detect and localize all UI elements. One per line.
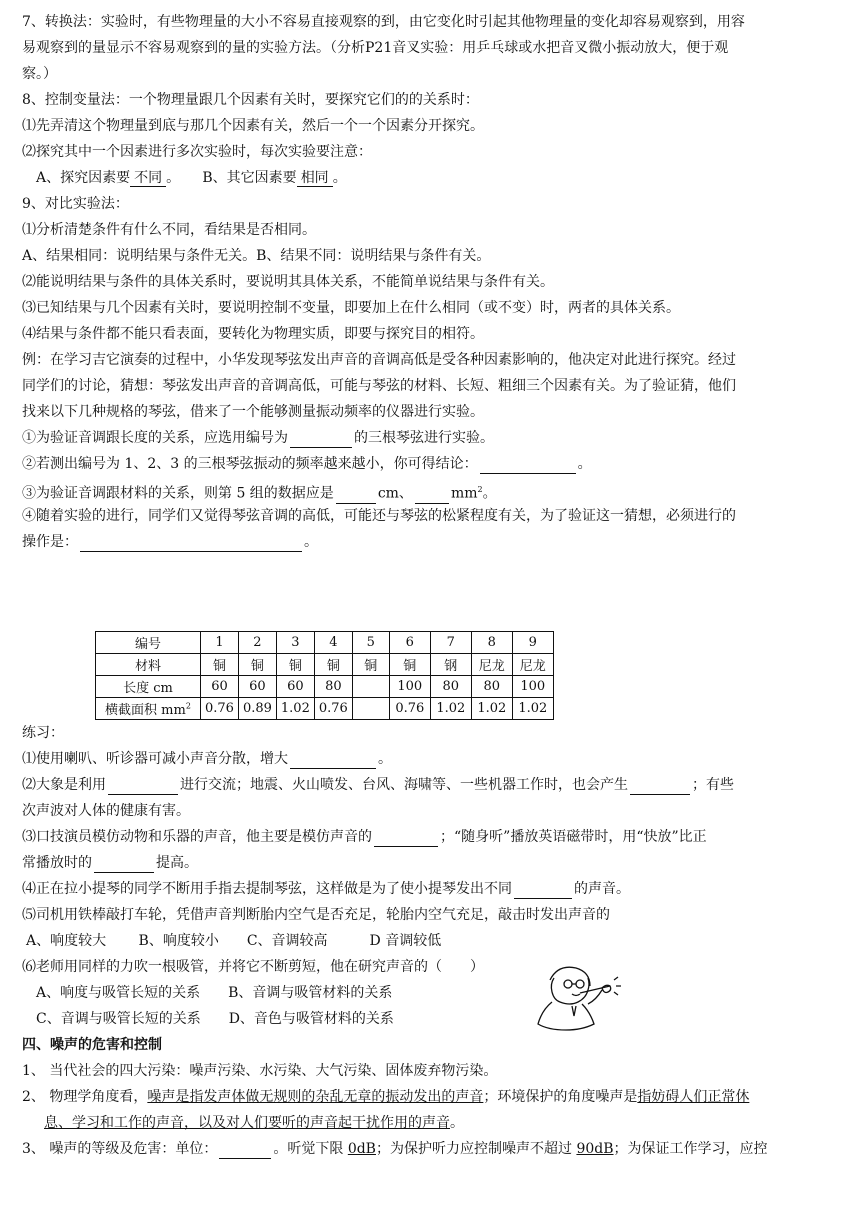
text-line: 例：在学习吉它演奏的过程中，小华发现琴弦发出声音的音调高低是受各种因素影响的，他决定对此进行探究。经过 [22,352,736,368]
answer-blank[interactable] [80,536,302,552]
area-label: 横截面积 $mm^2$ [96,698,201,720]
text-line: ⑶已知结果与几个因素有关时，要说明控制不变量，即要加上在什么相同（或不变）时，两者的具体关系。 [22,300,680,316]
text-line: 8、控制变量法：一个物理量跟几个因素有关时，要探究它们的的关系时： [22,92,479,108]
answer-blank[interactable] [108,779,178,795]
text-line: A、结果相同：说明结果与条件无关。B、结果不同：说明结果与条件有关。 [22,248,491,264]
man-blowing-straw-icon [532,960,632,1036]
answer-blank[interactable] [336,488,376,504]
question-line: 3、 噪声的等级及危害：单位： 。听觉下限 0dB；为保护听力应控制噪声不超过 90dB；为保证工作学习，应控 [22,1141,768,1157]
table-row: 长度 cm 60 60 60 80 100 80 80 100 [96,676,554,698]
text-line: ⑴先弄清这个物理量到底与那几个因素有关，然后一个一个因素分开探究。 [22,118,484,134]
text-line: 找来以下几种规格的琴弦，借来了一个能够测量振动频率的仪器进行实验。 [22,404,484,420]
question-line: ①为验证音调跟长度的关系，应选用编号为 的三根琴弦进行实验。 [22,430,494,446]
text-line: 9、对比实验法： [22,196,129,212]
text-line: 易观察到的量显示不容易观察到的量的实验方法。（分析P21音叉实验：用乒乓球或水把音叉微小振动放大，便于观 [22,40,729,56]
question-line: ③为验证音调跟材料的关系，则第 5 组的数据应是 cm、 $mm^2$。 [22,485,497,502]
answer-blank[interactable] [630,779,690,795]
text-line: ⑸司机用铁棒敲打车轮，凭借声音判断胎内空气是否充足，轮胎内空气充足，敲击时发出声音的 [22,907,610,923]
text-line: 2、 物理学角度看，噪声是指发声体做无规则的杂乱无章的振动发出的声音；环境保护的角度噪声是指妨碍人们正常休 [22,1089,750,1105]
string-spec-table [95,631,554,720]
answer-blank[interactable] [514,883,572,899]
text-line: ⑷结果与条件都不能只看表面，要转化为物理实质，即要与探究目的相符。 [22,326,484,342]
text-line: 同学们的讨论，猜想：琴弦发出声音的音调高低，可能与琴弦的材料、长短、粗细三个因素有关。为了验证猜，他们 [22,378,736,394]
question-line: ②若测出编号为 1、2、3 的三根琴弦振动的频率越来越小，你可得结论： 。 [22,456,592,472]
text-line: ⑵探究其中一个因素进行多次实验时，每次实验要注意： [22,144,372,160]
question-line: 操作是： 。 [22,534,318,550]
answer-fill: 不同 [130,170,166,187]
section-label: 练习： [22,725,64,741]
question-line: ⑵大象是利用 进行交流；地震、火山喷发、台风、海啸等、一些机器工作时，也会产生 ；有些 [22,777,734,793]
section-heading: 四、噪声的危害和控制 [22,1037,162,1053]
question-line: ⑴使用喇叭、听诊器可减小声音分散，增大 。 [22,751,392,767]
question-line: 常播放时的 提高。 [22,855,198,871]
option-line: A、响度较大 B、响度较小 C、音调较高 D 音调较低 [26,933,442,949]
text-line: ⑹老师用同样的力吹一根吸管，并将它不断剪短，他在研究声音的（ ） [22,959,484,975]
answer-blank[interactable] [415,488,449,504]
text-line: ④随着实验的进行，同学们又觉得琴弦音调的高低，可能还与琴弦的松紧程度有关，为了验证这一猜想，必须进行的 [22,508,736,524]
question-line: ⑶口技演员模仿动物和乐器的声音，他主要是模仿声音的 ；“随身听”播放英语磁带时，用“快放”比正 [22,829,707,845]
table-row: 材料 铜 铜 铜 铜 铜 铜 钢 尼龙 尼龙 [96,654,554,676]
answer-blank[interactable] [94,857,154,873]
option-line: C、音调与吸管长短的关系 D、音色与吸管材料的关系 [36,1011,394,1027]
text-line: 息、学习和工作的声音，以及对人们要听的声音起干扰作用的声音。 [44,1115,464,1131]
text-line: 7、转换法：实验时，有些物理量的大小不容易直接观察的到，由它变化时引起其他物理量的变化却容易观察到，用容 [22,14,745,30]
answer-blank[interactable] [290,432,352,448]
option-line: A、响度与吸管长短的关系 B、音调与吸管材料的关系 [36,985,393,1001]
answer-blank[interactable] [374,831,438,847]
table-row: 编号 1 2 3 4 5 6 7 8 9 [96,632,554,654]
text-line: 1、 当代社会的四大污染：噪声污染、水污染、大气污染、固体废弃物污染。 [22,1063,498,1079]
answer-blank[interactable] [219,1143,271,1159]
text-line: ⑴分析清楚条件有什么不同，看结果是否相同。 [22,222,316,238]
text-line: 察。） [22,66,57,82]
answer-blank[interactable] [290,753,376,769]
text-line: 次声波对人体的健康有害。 [22,803,190,819]
question-line: ⑷正在拉小提琴的同学不断用手指去提制琴弦，这样做是为了使小提琴发出不同 的声音。 [22,881,630,897]
table-row: 横截面积 $mm^2$ 0.76 0.89 1.02 0.76 0.76 1.02 1.02 1.02 [96,698,554,720]
answer-blank[interactable] [480,458,576,474]
text-line: A、探究因素要 不同 。 B、其它因素要 相同 。 [36,170,347,186]
text-line: ⑵能说明结果与条件的具体关系时，要说明其具体关系，不能简单说结果与条件有关。 [22,274,554,290]
answer-fill: 相同 [297,170,333,187]
